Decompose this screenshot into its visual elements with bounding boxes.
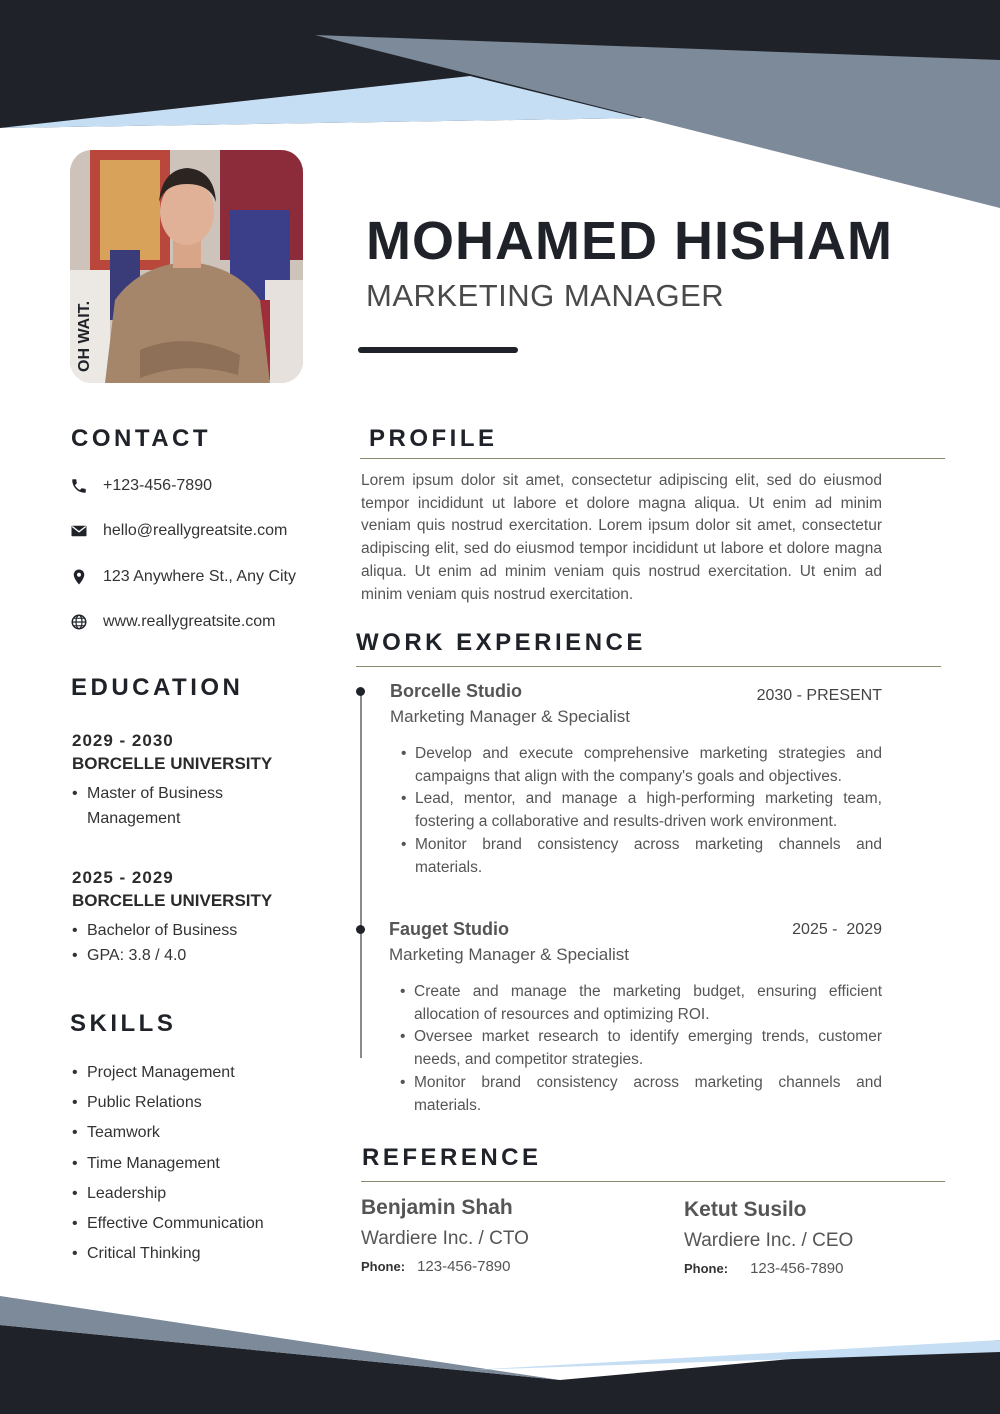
job-dates: 2030 - PRESENT — [756, 687, 882, 704]
reference-company: Wardiere Inc. / CEO — [684, 1230, 854, 1251]
skill-item: • Leadership — [72, 1179, 322, 1209]
responsibility-item: • Monitor brand consistency across marketing channels and materials. — [400, 1072, 882, 1117]
skill-item: • Time Management — [72, 1149, 322, 1179]
education-entry — [72, 731, 312, 831]
timeline-dot — [356, 925, 365, 934]
education-years: 2025 - 2029 — [72, 868, 174, 887]
reference-phone-number: 123-456-7890 — [750, 1260, 844, 1277]
job-company: Fauget Studio — [389, 919, 509, 939]
job-responsibilities — [401, 743, 882, 879]
skill-item: • Teamwork — [72, 1118, 322, 1148]
contact-phone — [70, 474, 330, 498]
skill-item: • Public Relations — [72, 1088, 322, 1118]
skill-item: • Project Management — [72, 1058, 322, 1088]
reference-card — [361, 1196, 529, 1275]
timeline-dot — [356, 687, 365, 696]
phone-icon — [70, 477, 88, 495]
reference-name: Ketut Susilo — [684, 1198, 807, 1221]
responsibility-item: • Oversee market research to identify emerging trends, customer needs, and competitor strategies. — [400, 1026, 882, 1071]
contact-website[interactable] — [70, 610, 330, 634]
contact-phone-text: +123-456-7890 — [103, 477, 212, 494]
contact-website-text[interactable]: www.reallygreatsite.com — [103, 613, 276, 630]
contact-address-text: 123 Anywhere St., Any City — [103, 568, 296, 585]
profile-rule — [360, 458, 945, 459]
education-detail: • Bachelor of Business — [72, 918, 312, 943]
job-company: Borcelle Studio — [390, 681, 523, 701]
phone-label: Phone: — [684, 1261, 729, 1276]
contact-email[interactable] — [70, 519, 330, 543]
globe-icon — [70, 613, 88, 631]
reference-company: Wardiere Inc. / CTO — [361, 1228, 529, 1249]
skill-item: • Effective Communication — [72, 1209, 322, 1239]
timeline-line — [360, 690, 362, 1058]
reference-phone-number: 123-456-7890 — [417, 1258, 511, 1275]
responsibility-item: • Monitor brand consistency across marketing channels and materials. — [401, 834, 882, 879]
skill-item: • Critical Thinking — [72, 1239, 322, 1269]
reference-rule — [361, 1181, 945, 1182]
photo-sign-text: OH WAIT. — [76, 300, 93, 372]
location-pin-icon — [70, 568, 88, 586]
skills-list — [72, 1058, 322, 1269]
job-role: Marketing Manager & Specialist — [389, 945, 630, 964]
job-dates: 2025 - 2029 — [792, 921, 882, 938]
education-entry — [72, 868, 312, 968]
profile-photo — [70, 150, 303, 383]
reference-phone — [361, 1258, 529, 1275]
education-heading: EDUCATION — [71, 674, 244, 701]
contact-heading: CONTACT — [71, 425, 212, 452]
education-school: BORCELLE UNIVERSITY — [72, 754, 273, 773]
education-detail: • GPA: 3.8 / 4.0 — [72, 943, 312, 968]
job-title: MARKETING MANAGER — [366, 278, 725, 313]
skills-heading: SKILLS — [70, 1010, 177, 1037]
reference-name: Benjamin Shah — [361, 1196, 513, 1219]
reference-heading: REFERENCE — [362, 1144, 542, 1171]
work-experience-rule — [356, 666, 941, 667]
education-detail: • Master of Business Management — [72, 781, 262, 831]
job-responsibilities — [400, 981, 882, 1117]
title-underline — [358, 347, 518, 353]
responsibility-item: • Develop and execute comprehensive marketing strategies and campaigns that align with the company's goals and objectives. — [401, 743, 882, 788]
education-school: BORCELLE UNIVERSITY — [72, 891, 273, 910]
reference-phone — [684, 1260, 853, 1277]
reference-card — [684, 1198, 853, 1277]
candidate-name: MOHAMED HISHAM — [366, 211, 893, 271]
phone-label: Phone: — [361, 1259, 406, 1274]
responsibility-item: • Create and manage the marketing budget, ensuring efficient allocation of resources and optimizing ROI. — [400, 981, 882, 1026]
education-years: 2029 - 2030 — [72, 731, 174, 750]
mail-icon — [70, 522, 88, 540]
contact-address — [70, 565, 330, 589]
work-experience-heading: WORK EXPERIENCE — [356, 629, 646, 656]
profile-heading: PROFILE — [369, 425, 498, 452]
responsibility-item: • Lead, mentor, and manage a high-performing marketing team, fostering a collaborative and results-driven work environment. — [401, 788, 882, 833]
profile-text: Lorem ipsum dolor sit amet, consectetur adipiscing elit, sed do eiusmod tempor incididunt ut labore et dolore magna aliqua. Ut enim ad minim veniam quis nostrud exercitation. Lorem ipsum dolor sit amet, consectetur adipiscing elit, sed do eiusmod tempor incididunt ut labore et dolore magna aliqua. Ut enim ad minim veniam quis nostrud exercitation. Ut enim ad minim veniam quis nostrud exercitation. — [361, 472, 882, 603]
job-role: Marketing Manager & Specialist — [390, 707, 631, 726]
contact-email-text[interactable]: hello@reallygreatsite.com — [103, 522, 288, 539]
